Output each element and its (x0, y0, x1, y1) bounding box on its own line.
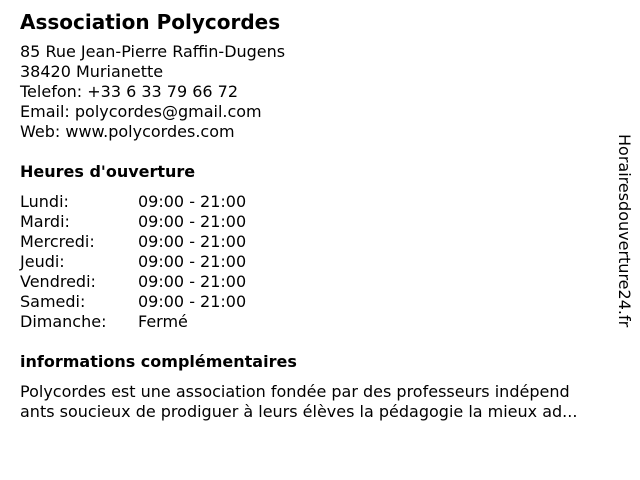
hours-row-tuesday (20, 212, 620, 232)
hours-row-thursday (20, 252, 620, 272)
address-street: 85 Rue Jean-Pierre Raffin-Dugens (20, 42, 286, 61)
hours-row-saturday (20, 292, 620, 312)
description-line: Polycordes est une association fondée par des professeurs indépend (20, 382, 570, 401)
phone-line: Telefon: +33 6 33 79 66 72 (20, 82, 239, 101)
email-line: Email: polycordes@gmail.com (20, 102, 262, 121)
web-line: Web: www.polycordes.com (20, 122, 235, 141)
hours-row-wednesday (20, 232, 620, 252)
day-label: Samedi: (20, 292, 86, 311)
day-hours: 09:00 - 21:00 (138, 212, 247, 231)
day-label: Vendredi: (20, 272, 96, 291)
description-text (20, 382, 630, 422)
day-hours: Fermé (138, 312, 188, 331)
business-card (20, 10, 620, 422)
business-name: Association Polycordes (20, 10, 281, 34)
site-watermark: Horairesdouverture24.fr (615, 134, 634, 328)
day-label: Dimanche: (20, 312, 107, 331)
hours-row-friday (20, 272, 620, 292)
day-hours: 09:00 - 21:00 (138, 252, 247, 271)
opening-hours-table (20, 192, 620, 332)
opening-hours-heading: Heures d'ouverture (20, 162, 196, 181)
day-label: Jeudi: (20, 252, 65, 271)
address-city: 38420 Murianette (20, 62, 164, 81)
hours-row-monday (20, 192, 620, 212)
additional-info-heading: informations complémentaires (20, 352, 297, 371)
day-label: Mercredi: (20, 232, 95, 251)
day-hours: 09:00 - 21:00 (138, 232, 247, 251)
hours-row-sunday (20, 312, 620, 332)
day-label: Mardi: (20, 212, 70, 231)
day-hours: 09:00 - 21:00 (138, 192, 247, 211)
day-label: Lundi: (20, 192, 69, 211)
day-hours: 09:00 - 21:00 (138, 292, 247, 311)
day-hours: 09:00 - 21:00 (138, 272, 247, 291)
description-line: ants soucieux de prodiguer à leurs élèves la pédagogie la mieux ad... (20, 402, 578, 421)
